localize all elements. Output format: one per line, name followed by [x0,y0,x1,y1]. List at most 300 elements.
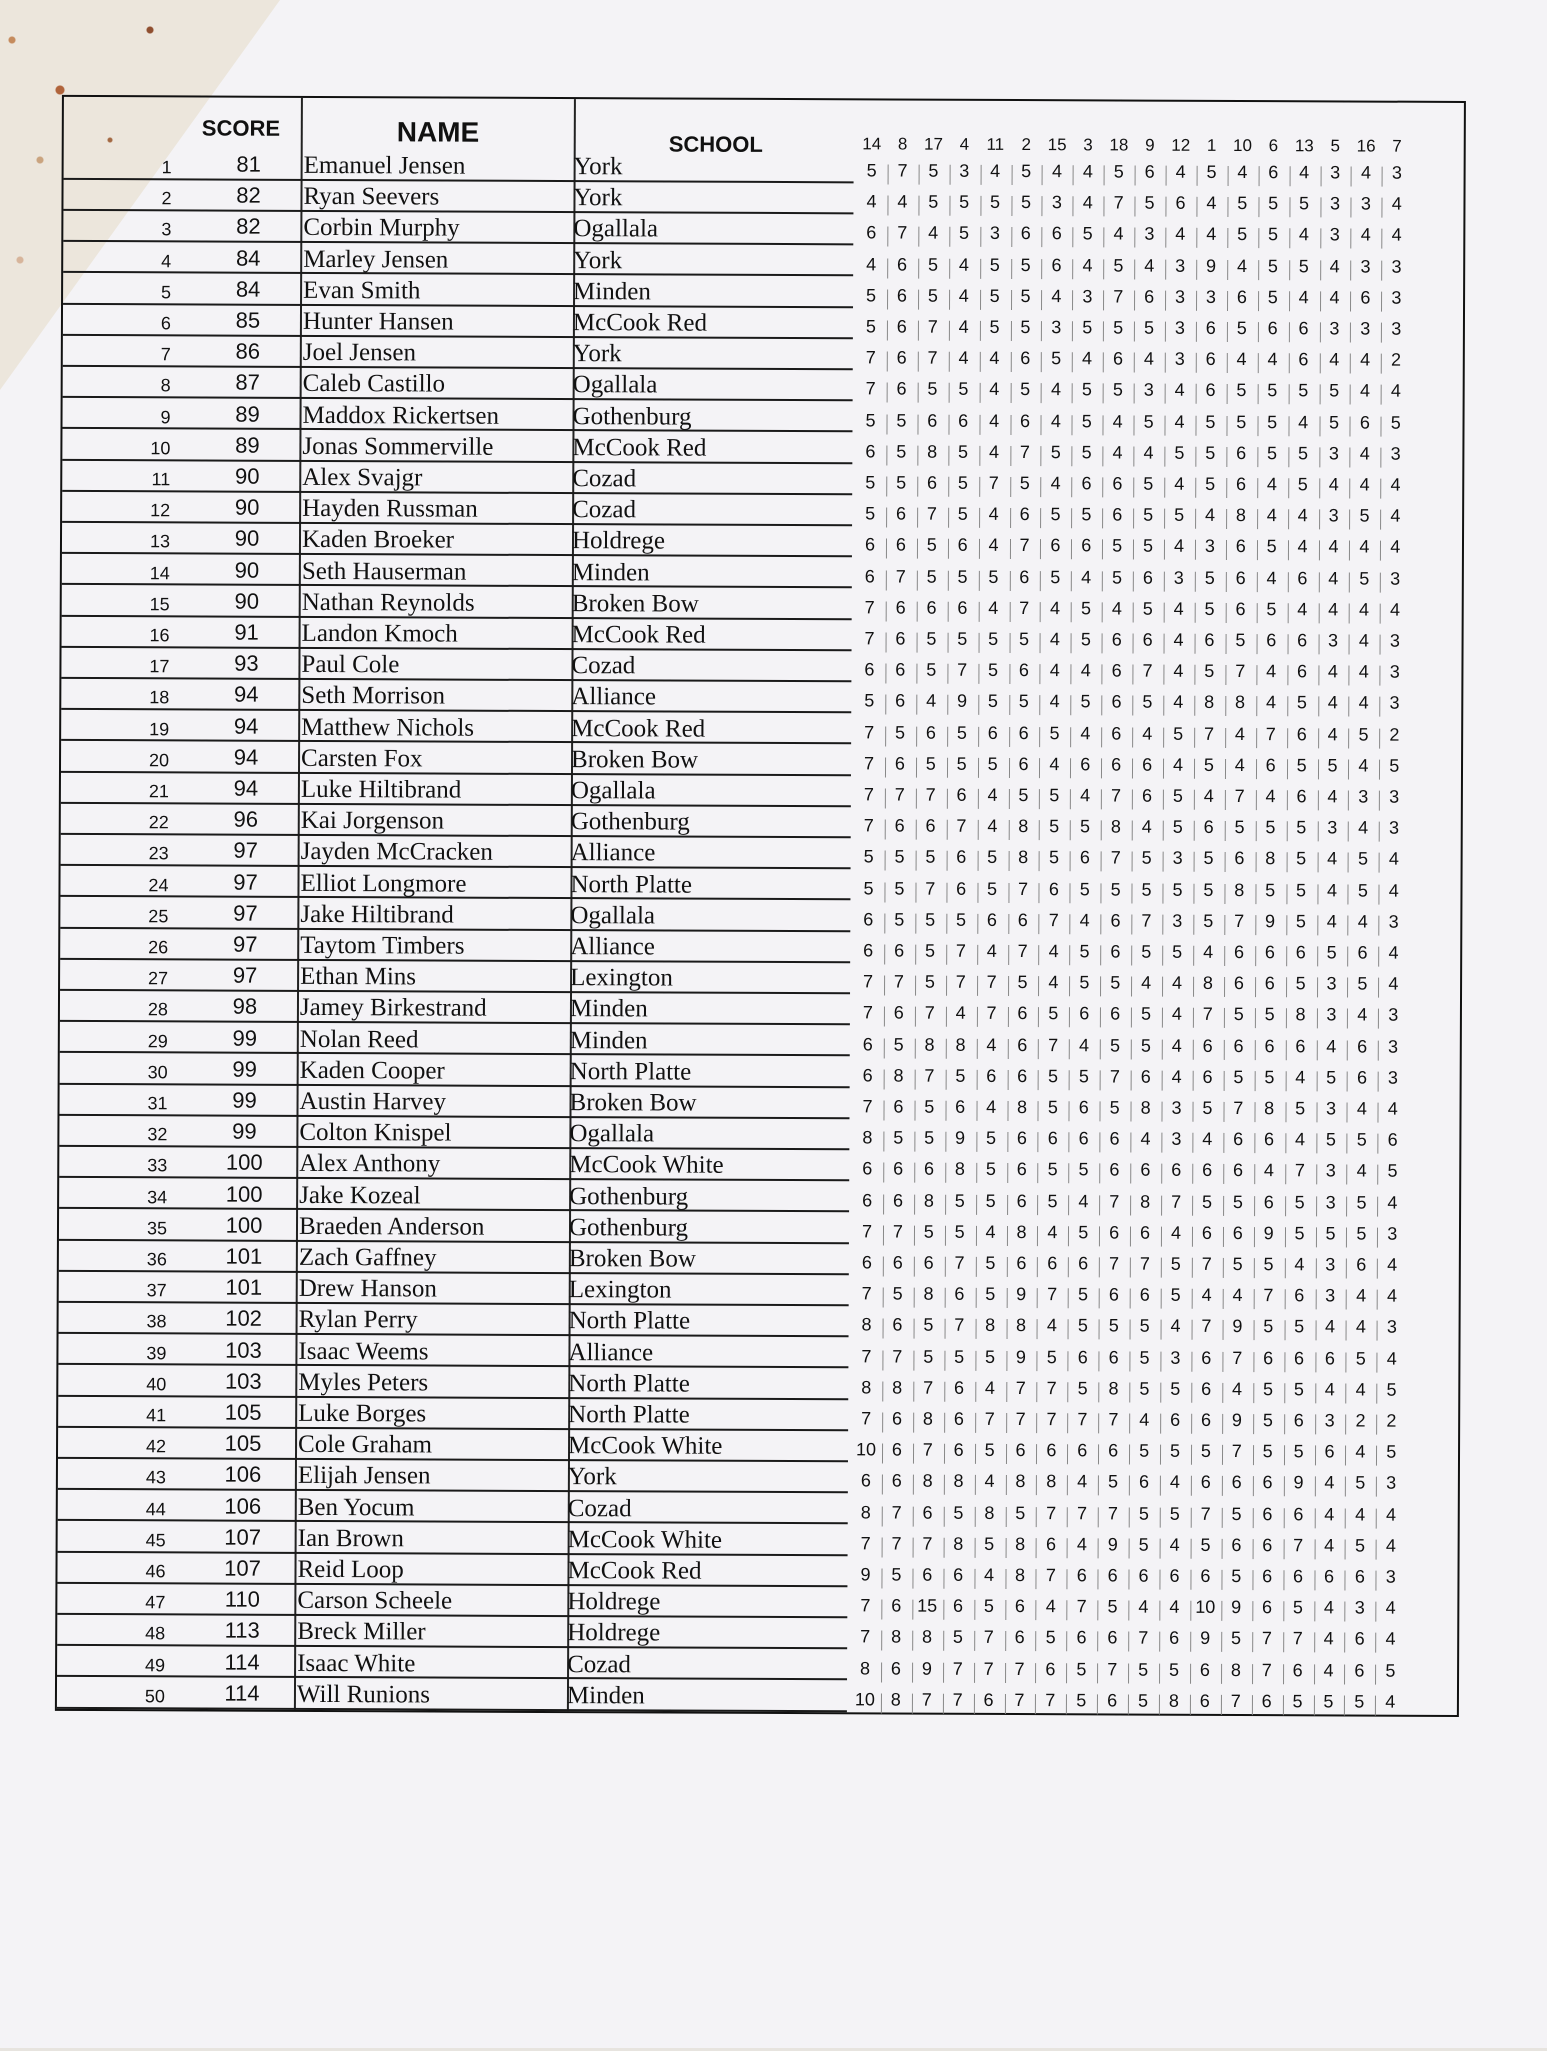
hole-score: 4 [1265,786,1276,807]
hole-score: 6 [1108,1347,1119,1368]
hole-separator [1160,1476,1161,1496]
player-name: Paul Cole [301,651,400,679]
hole-score: 6 [926,472,938,493]
hole-score: 7 [1107,1659,1118,1680]
hole-score: 7 [861,1283,872,1304]
hole-score: 5 [985,1190,996,1211]
school-name: York [573,184,623,212]
hole-score: 4 [1173,536,1185,557]
hole-score: 6 [1017,1034,1028,1055]
hole-score: 6 [1261,1690,1272,1711]
hole-score: 4 [1324,1503,1335,1525]
hole-separator [887,164,888,184]
score-cell: 103 [225,1337,262,1363]
hole-separator [947,664,948,684]
hole-separator [1377,1352,1378,1372]
hole-separator [1196,197,1197,217]
hole-score: 4 [1358,692,1369,713]
hole-separator [1318,728,1319,748]
hole-separator [945,1101,946,1121]
hole-score: 6 [895,503,907,524]
hole-score: 3 [1330,162,1341,183]
hole-separator [915,945,916,965]
hole-score: 7 [1293,1535,1304,1556]
hole-score: 4 [1045,1596,1056,1617]
hole-separator [1350,322,1351,342]
hole-separator [1346,1414,1347,1434]
hole-separator [1042,165,1043,185]
hole-separator [1283,1539,1284,1559]
school-name: North Platte [568,1401,690,1429]
hole-score: 7 [1045,1689,1056,1711]
hole-score: 3 [1329,193,1341,214]
hole-separator [1288,322,1289,342]
hole-separator [1008,883,1009,903]
hole-separator [1346,1196,1347,1216]
hole-separator [1285,1196,1286,1216]
hole-score: 4 [1387,1254,1398,1275]
score-cell: 97 [233,900,258,926]
hole-separator [1068,1164,1069,1184]
hole-score: 7 [1047,1284,1058,1305]
hole-score: 4 [1203,785,1214,806]
hole-score: 8 [922,1471,933,1492]
rank-number: 14 [149,562,170,583]
player-name: Joel Jensen [302,339,417,367]
hole-score: 6 [1015,1440,1026,1461]
player-name: Rylan Perry [298,1306,418,1334]
hole-separator [914,1132,915,1152]
hole-score: 6 [953,1377,965,1398]
hole-score: 5 [1142,598,1153,619]
hole-score: 8 [1110,816,1121,837]
player-name: Luke Borges [298,1399,427,1428]
hole-separator [1192,1258,1193,1278]
hole-separator [1196,228,1197,248]
hole-separator [1068,1382,1069,1402]
hole-separator [1132,821,1133,841]
hole-separator [1100,1070,1101,1090]
hole-score: 7 [952,1658,963,1679]
hole-separator [1284,1289,1285,1309]
hole-score: 5 [1047,1190,1058,1211]
hole-score: 5 [1174,442,1185,463]
hole-score: 5 [1205,473,1216,494]
school-name: Holdrege [571,527,666,555]
hole-separator [1376,1477,1377,1497]
hole-separator [1320,198,1321,218]
hole-separator [1227,291,1228,311]
hole-separator [1099,1351,1100,1371]
hole-score: 5 [924,971,935,992]
hole-score: 5 [1232,1253,1243,1275]
hole-score: 7 [1046,1502,1057,1523]
hole-score: 7 [1235,661,1246,682]
hole-score: 4 [1237,161,1248,183]
hole-separator [1071,477,1072,497]
hole-separator [1132,852,1133,872]
score-cell: 107 [224,1555,261,1581]
hole-separator [943,1600,944,1620]
hole-score: 7 [955,971,966,992]
rank-number: 47 [145,1592,166,1613]
hole-separator [1252,1570,1253,1590]
school-name: Gothenburg [569,1182,689,1211]
hole-score: 6 [1354,1628,1365,1649]
hole-score: 4 [1078,1190,1089,1211]
hole-score: 6 [860,1470,871,1491]
hole-separator [1317,853,1318,873]
hole-separator [1038,1070,1039,1090]
hole-score: 8 [924,1034,935,1055]
hole-score: 5 [1266,598,1277,619]
hole-separator [1318,666,1319,686]
hole-separator [1073,196,1074,216]
hole-score: 5 [1267,224,1279,245]
hole-separator [1256,603,1257,623]
hole-score: 3 [1329,224,1340,245]
hole-separator [885,757,886,777]
hole-separator [882,1444,883,1464]
hole-score: 7 [983,1658,994,1679]
hole-separator [1129,1414,1130,1434]
hole-separator [915,1038,916,1058]
hole-score: 4 [958,347,969,369]
hole-separator [1160,1414,1161,1434]
hole-separator [1283,1601,1284,1621]
hole-score: 5 [896,441,907,462]
hole-separator [980,258,981,278]
score-cell: 89 [235,432,260,458]
rank-number: 6 [160,313,171,334]
hole-score: 4 [1206,224,1217,245]
hole-separator [1223,1164,1224,1184]
hole-separator [943,1506,944,1526]
hole-score: 5 [1113,161,1124,182]
player-name: Jake Kozeal [299,1181,421,1210]
hole-score: 4 [1358,630,1370,651]
hole-separator [885,726,886,746]
hole-score: 5 [865,316,876,337]
hole-separator [1129,1570,1130,1590]
hole-score: 6 [1107,1690,1118,1711]
hole-separator [1102,602,1103,622]
hole-score: 5 [1142,691,1153,713]
hole-score: 4 [1174,380,1185,401]
hole-separator [1166,166,1167,186]
hole-separator [882,1506,883,1526]
school-name: Minden [569,1026,648,1055]
school-name: Minden [571,558,650,587]
hole-score: 8 [923,1190,934,1211]
hole-score: 4 [1356,1098,1367,1119]
hole-score: 5 [989,316,1000,337]
hole-score: 5 [954,1190,965,1211]
hole-score: 5 [1172,879,1183,900]
hole-separator [912,1693,913,1713]
hole-score: 6 [891,1470,902,1491]
hole-score: 6 [895,659,906,680]
hole-score: 7 [895,566,906,587]
hole-separator [1069,1101,1070,1121]
hole-score: 4 [1388,942,1399,963]
hole-score: 6 [1109,1159,1120,1180]
hole-separator [1098,1413,1099,1433]
score-cell: 82 [236,182,261,208]
hole-score: 5 [1327,755,1338,776]
hole-score: 6 [1293,1503,1304,1524]
score-cell: 106 [224,1493,262,1519]
hole-separator [1134,353,1135,373]
hole-score: 5 [923,1221,934,1242]
school-name: McCook White [567,1432,723,1460]
hole-score: 5 [1113,317,1124,338]
hole-separator [946,976,947,996]
hole-separator [977,882,978,902]
hole-score: 5 [1109,1097,1120,1118]
hole-separator [945,1163,946,1183]
hole-score: 4 [1144,255,1155,276]
hole-score: 5 [1080,629,1091,650]
hole-score: 5 [958,223,970,244]
rank-number: 38 [146,1311,167,1332]
player-name: Nolan Reed [299,1025,419,1054]
hole-score: 5 [1141,847,1152,869]
hole-score: 4 [1325,1316,1336,1337]
hole-score: 4 [1358,661,1369,682]
hole-separator [1160,1445,1161,1465]
hole-separator [1320,260,1321,280]
hole-separator [1042,259,1043,279]
hole-separator [1101,789,1102,809]
hole-score: 5 [1077,1315,1088,1336]
hole-score: 5 [924,1096,935,1117]
hole-score: 4 [987,784,998,805]
hole-score: 4 [1359,536,1370,557]
hole-separator [1131,1102,1132,1122]
hole-score: 5 [1355,1472,1366,1493]
hole-score: 4 [1047,1221,1058,1243]
hole-score: 8 [985,1315,996,1336]
hole-score: 4 [1355,1316,1367,1337]
hole-separator [975,1382,976,1402]
hole-separator [1348,822,1349,842]
hole-score: 7 [954,1315,965,1336]
hole-separator [948,446,949,466]
hole-header: 11 [986,134,1005,154]
hole-score: 5 [1138,1659,1149,1680]
hole-score: 7 [956,815,967,836]
hole-separator [1286,946,1287,966]
hole-separator [1253,1258,1254,1278]
hole-separator [1286,853,1287,873]
hole-separator [945,1194,946,1214]
hole-score: 7 [891,1502,902,1523]
hole-separator [1227,228,1228,248]
hole-score: 5 [1202,1097,1213,1118]
hole-separator [1192,1133,1193,1153]
hole-score: 6 [1112,348,1124,369]
rank-number: 46 [145,1561,166,1582]
hole-separator [1164,634,1165,654]
hole-separator [1376,1571,1377,1591]
hole-separator [915,820,916,840]
hole-separator [1134,290,1135,310]
hole-score: 5 [956,722,967,743]
hole-separator [1380,572,1381,592]
player-name: Elijah Jensen [297,1462,431,1490]
hole-score: 5 [1389,755,1400,776]
hole-score: 4 [1360,162,1372,183]
hole-separator [1319,478,1320,498]
hole-score: 10 [854,1689,876,1710]
hole-separator [1010,415,1011,435]
hole-score: 4 [1327,692,1338,713]
hole-score: 6 [957,535,968,556]
hole-score: 7 [1017,941,1028,962]
hole-score: 5 [1172,816,1183,837]
hole-score: 6 [1111,691,1122,712]
hole-separator [1037,1320,1038,1340]
hole-score: 5 [1174,504,1185,525]
hole-score: 4 [1232,1285,1243,1306]
hole-score: 7 [922,1439,933,1460]
hole-separator [1191,1507,1192,1527]
hole-separator [1038,1101,1039,1121]
hole-score: 5 [1267,411,1278,432]
hole-score: 5 [894,846,905,867]
hole-score: 6 [1141,785,1153,806]
hole-score: 6 [923,1252,934,1273]
hole-score: 5 [1296,848,1307,869]
hole-separator [1037,1288,1038,1308]
hole-separator [1349,697,1350,717]
hole-separator [1381,416,1382,436]
hole-score: 4 [1326,1035,1337,1057]
hole-score: 5 [1264,1004,1275,1025]
hole-separator [1350,478,1351,498]
hole-score: 6 [1296,786,1307,807]
hole-score: 5 [894,909,905,930]
hole-score: 4 [1266,661,1277,682]
hole-header: 8 [897,134,908,154]
hole-score: 7 [1014,1658,1025,1679]
hole-separator [1254,1133,1255,1153]
hole-separator [885,820,886,840]
hole-score: 4 [1390,474,1401,495]
hole-separator [1255,915,1256,935]
hole-separator [1221,1695,1222,1715]
hole-separator [1316,1196,1317,1216]
hole-separator [1009,727,1010,747]
hole-separator [1130,1226,1131,1246]
hole-score: 5 [1050,504,1061,525]
hole-separator [1379,791,1380,811]
hole-score: 9 [1107,1534,1118,1555]
hole-score: 6 [865,441,876,462]
hole-separator [1225,634,1226,654]
table-header [64,97,1464,155]
hole-separator [1102,477,1103,497]
hole-score: 4 [1171,1066,1182,1087]
hole-separator [1285,1227,1286,1247]
player-name: Ian Brown [297,1524,404,1553]
hole-score: 6 [896,347,907,368]
score-cell: 100 [225,1212,263,1238]
hole-separator [1289,260,1290,280]
hole-score: 6 [1080,754,1091,775]
hole-separator [1103,290,1104,310]
hole-score: 6 [1076,1627,1087,1648]
hole-score: 5 [1078,1222,1089,1243]
score-cell: 101 [225,1274,263,1300]
hole-separator [1284,1352,1285,1372]
hole-separator [975,1444,976,1464]
hole-separator [1098,1476,1099,1496]
hole-separator [1066,1632,1067,1652]
hole-separator [1007,1039,1008,1059]
hole-separator [918,321,919,341]
hole-score: 6 [1200,1565,1211,1586]
hole-score: 5 [1169,1659,1180,1680]
hole-separator [1195,571,1196,591]
hole-separator [1380,541,1381,561]
hole-score: 7 [862,1096,873,1117]
hole-separator [1287,634,1288,654]
hole-score: 4 [955,1003,966,1024]
hole-separator [1349,666,1350,686]
hole-score: 6 [893,1158,904,1179]
player-name: Ben Yocum [297,1493,415,1522]
hole-separator [1379,853,1380,873]
hole-score: 4 [1173,660,1184,681]
hole-separator [1036,1507,1037,1527]
hole-score: 4 [1360,224,1371,245]
hole-separator [949,290,950,310]
hole-score: 6 [892,1314,903,1335]
hole-separator [1008,945,1009,965]
hole-score: 6 [862,1189,873,1210]
hole-separator [1165,228,1166,248]
hole-separator [1318,697,1319,717]
hole-separator [1195,509,1196,529]
hole-separator [1346,1352,1347,1372]
hole-separator [1379,915,1380,935]
hole-separator [1320,291,1321,311]
hole-separator [912,1600,913,1620]
hole-separator [1375,1664,1376,1684]
hole-separator [1345,1446,1346,1466]
hole-separator [1134,228,1135,248]
hole-score: 5 [953,1502,964,1523]
hole-score: 4 [1048,941,1059,962]
hole-separator [1100,1101,1101,1121]
hole-separator [1283,1570,1284,1590]
hole-score: 4 [1355,1379,1366,1400]
hole-score: 6 [1078,1253,1089,1274]
hole-separator [1348,946,1349,966]
hole-score: 3 [1391,256,1402,277]
hole-separator [974,1538,975,1558]
hole-score: 5 [1357,848,1369,869]
hole-score: 8 [1230,1659,1241,1680]
hole-separator [1006,1382,1007,1402]
hole-score: 5 [1050,566,1061,587]
hole-score: 4 [1359,380,1371,401]
hole-score: 7 [1107,1503,1118,1524]
hole-separator [1134,259,1135,279]
school-name: Gothenburg [572,402,692,431]
